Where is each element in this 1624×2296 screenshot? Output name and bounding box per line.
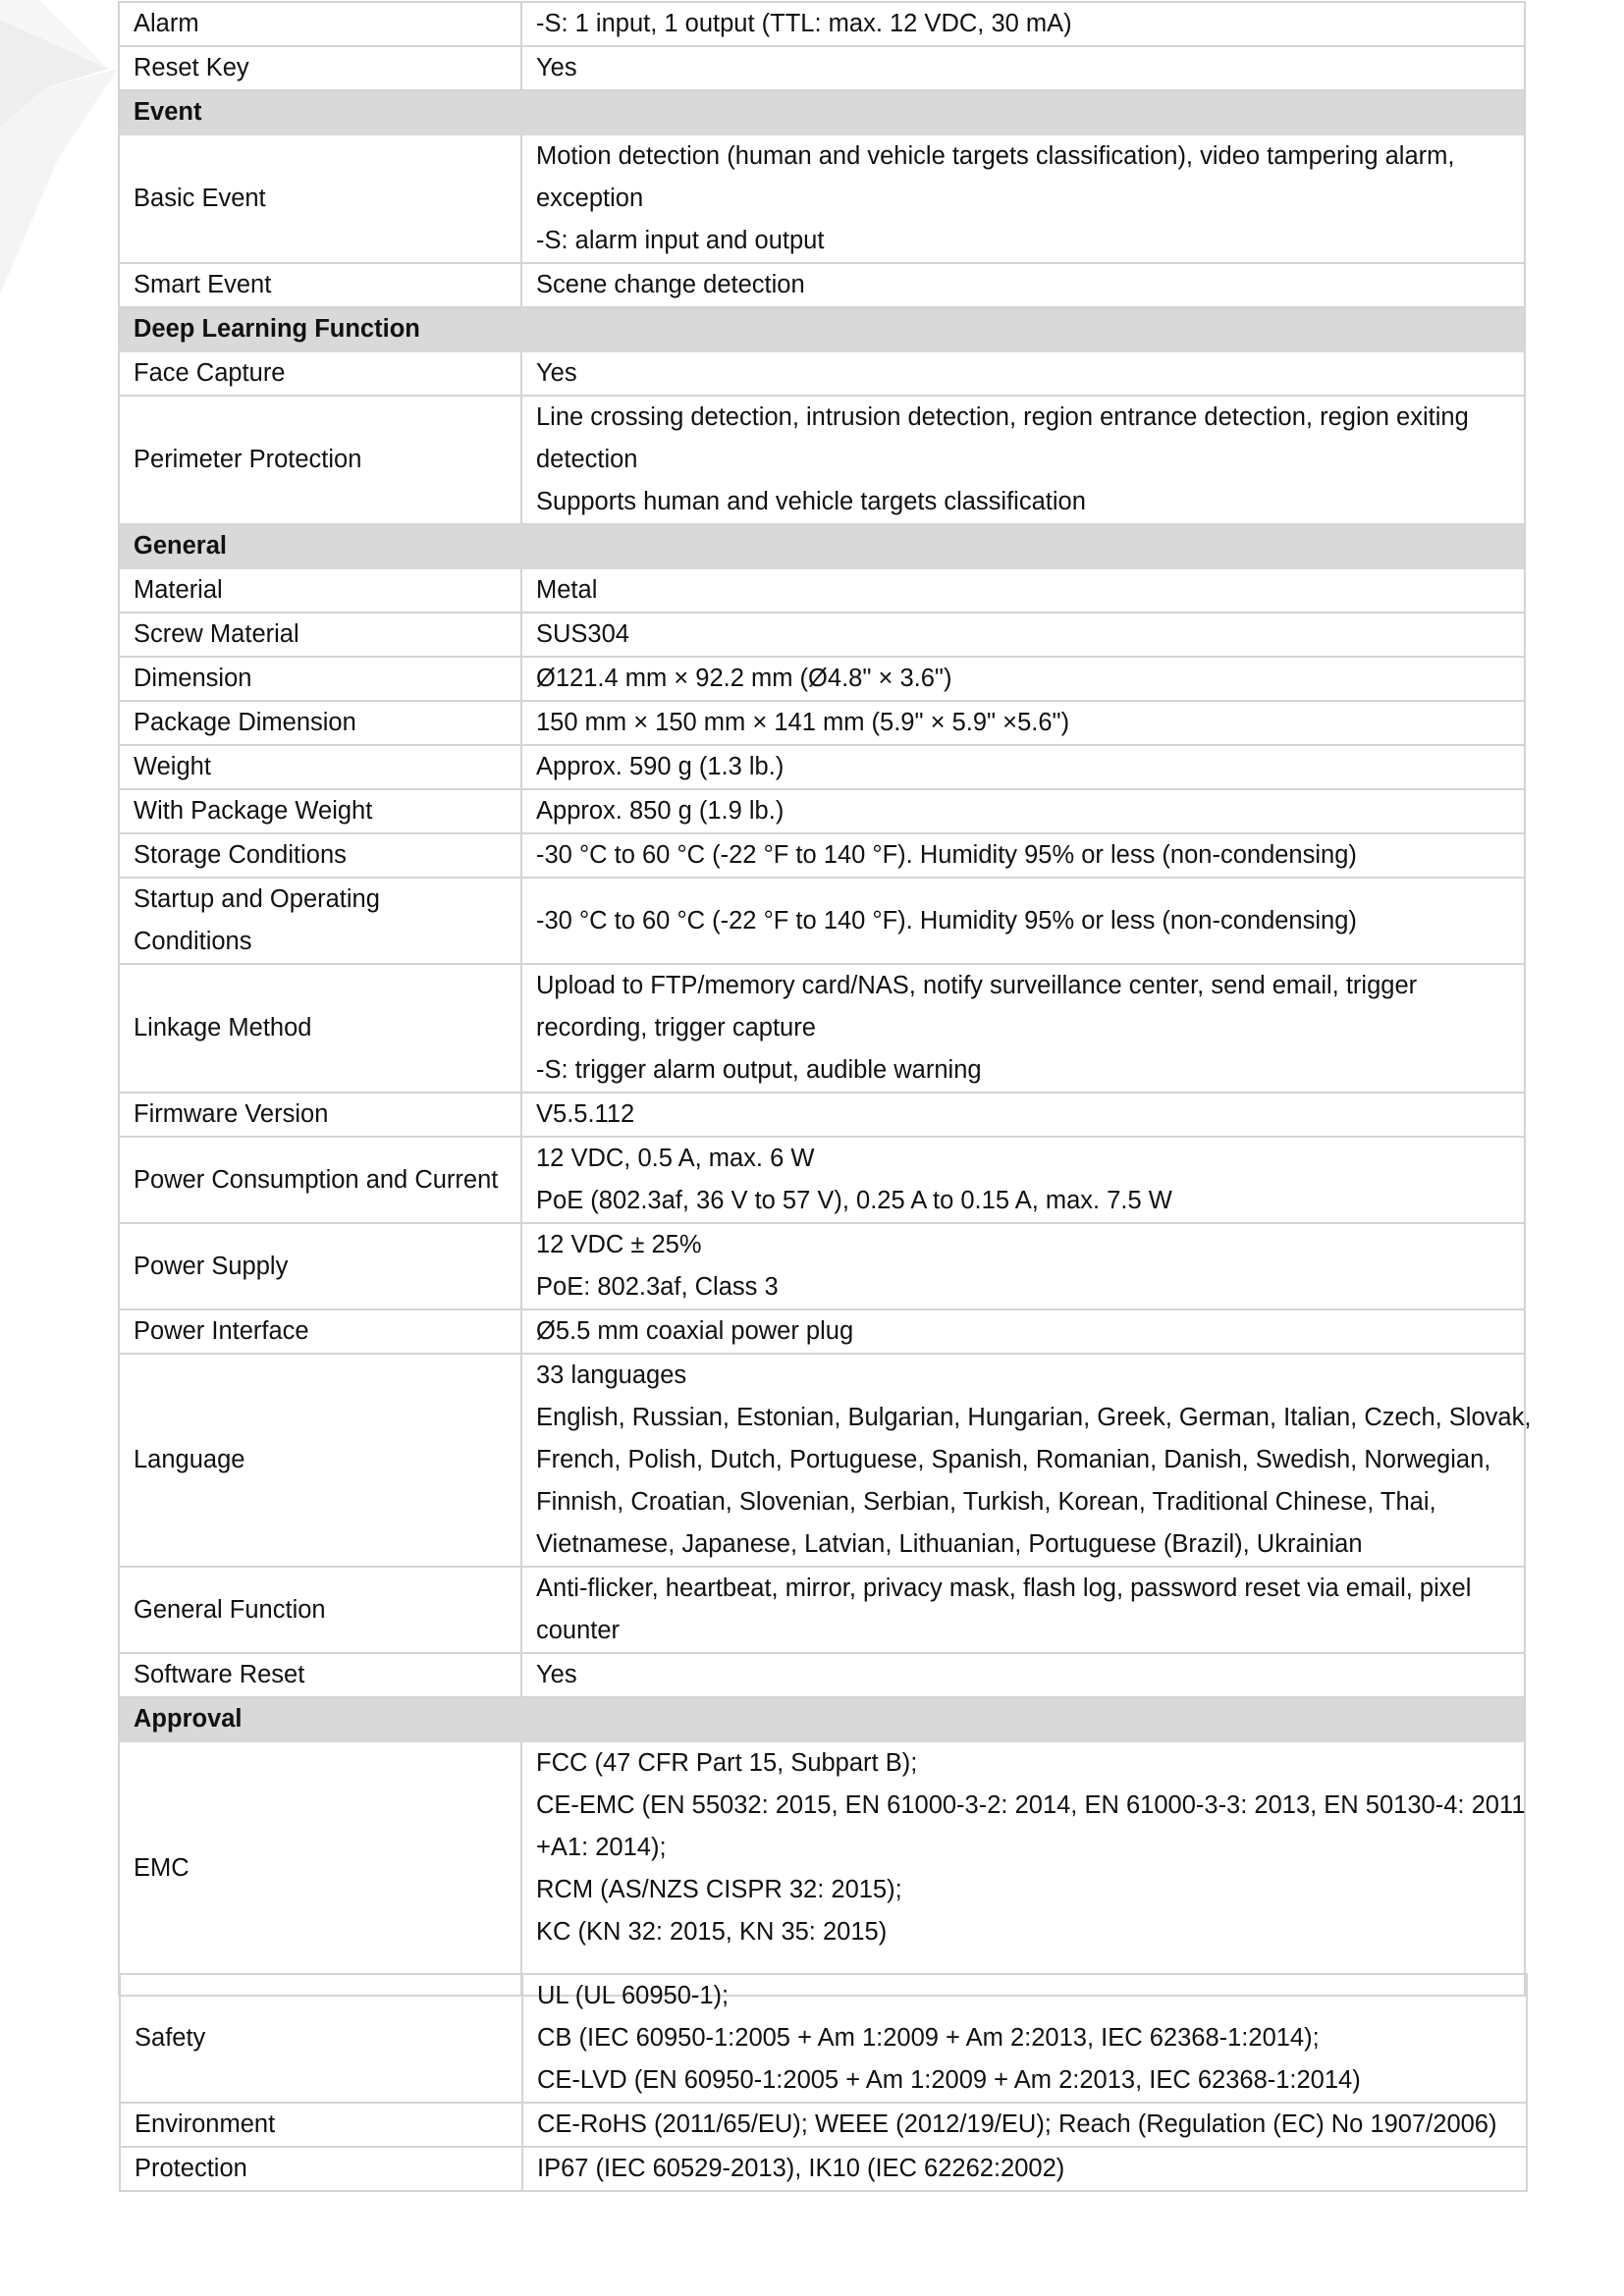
spec-value <box>521 964 1525 1093</box>
spec-value-line: PoE (802.3af, 36 V to 57 V), 0.25 A to 0.15 A, max. 7.5 W <box>536 1187 1172 1214</box>
spec-value-line: -S: 1 input, 1 output (TTL: max. 12 VDC, 30 mA) <box>536 10 1072 37</box>
spec-value <box>521 1567 1525 1653</box>
spec-row-with-package-weight <box>119 789 1525 833</box>
spec-row-power-consumption-and-current <box>119 1137 1525 1223</box>
spec-value-line: detection <box>536 446 638 473</box>
spec-label: Power Interface <box>119 1309 521 1354</box>
spec-value <box>521 657 1525 701</box>
section-header-deep-learning-function <box>119 307 1525 351</box>
spec-row-reset-key <box>119 46 1525 90</box>
spec-label: Language <box>119 1354 521 1567</box>
spec-value-line: CE-RoHS (2011/65/EU); WEEE (2012/19/EU); Reach (Regulation (EC) No 1907/2006) <box>537 2110 1497 2138</box>
section-header-general <box>119 524 1525 568</box>
spec-value-line: 12 VDC, 0.5 A, max. 6 W <box>536 1145 815 1172</box>
spec-row-protection <box>120 2147 1527 2191</box>
spec-row-package-dimension <box>119 701 1525 745</box>
spec-value-line: V5.5.112 <box>536 1100 635 1128</box>
spec-label: Startup and Operating Conditions <box>119 878 521 964</box>
spec-label: Linkage Method <box>119 964 521 1093</box>
spec-row-software-reset <box>119 1653 1525 1697</box>
spec-row-language <box>119 1354 1525 1567</box>
spec-value-line: Approx. 850 g (1.9 lb.) <box>536 797 785 825</box>
spec-value <box>521 2 1525 46</box>
spec-value-line: 150 mm × 150 mm × 141 mm (5.9" × 5.9" ×5.6") <box>536 709 1070 736</box>
spec-row-general-function <box>119 1567 1525 1653</box>
spec-row-material <box>119 568 1525 613</box>
spec-label: Firmware Version <box>119 1093 521 1137</box>
spec-value-line: CE-EMC (EN 55032: 2015, EN 61000-3-2: 2014, EN 61000-3-3: 2013, EN 50130-4: 2011 <box>536 1791 1526 1819</box>
spec-label: Power Consumption and Current <box>119 1137 521 1223</box>
spec-value-line: 12 VDC ± 25% <box>536 1231 702 1258</box>
spec-value-line: -S: trigger alarm output, audible warning <box>536 1056 982 1084</box>
spec-table <box>118 1 1532 1997</box>
spec-row-perimeter-protection <box>119 396 1525 524</box>
spec-value-line: -30 °C to 60 °C (-22 °F to 140 °F). Humidity 95% or less (non-condensing) <box>536 906 1357 934</box>
spec-label: Package Dimension <box>119 701 521 745</box>
spec-value <box>521 833 1525 878</box>
spec-label: Material <box>119 568 521 613</box>
spec-value <box>521 568 1525 613</box>
section-title: Approval <box>119 1697 521 1741</box>
spec-value-line: FCC (47 CFR Part 15, Subpart B); <box>536 1749 918 1777</box>
spec-value <box>521 613 1525 657</box>
spec-row-emc <box>119 1741 1525 1996</box>
section-title: Deep Learning Function <box>119 307 521 351</box>
spec-value <box>521 745 1525 789</box>
spec-label: Perimeter Protection <box>119 396 521 524</box>
spec-value-line: counter <box>536 1617 621 1644</box>
spec-value-line: Yes <box>536 359 577 387</box>
spec-value-line: Line crossing detection, intrusion detection, region entrance detection, region exiting <box>536 403 1469 431</box>
section-header-event <box>119 90 1525 134</box>
spec-value <box>521 789 1525 833</box>
spec-label: Protection <box>120 2147 522 2191</box>
spec-value-line: English, Russian, Estonian, Bulgarian, Hungarian, Greek, German, Italian, Czech, Slovak, <box>536 1404 1532 1431</box>
spec-row-linkage-method <box>119 964 1525 1093</box>
spec-value-line: CE-LVD (EN 60950-1:2005 + Am 1:2009 + Am 2:2013, IEC 62368-1:2014) <box>537 2066 1361 2094</box>
spec-label: Basic Event <box>119 134 521 263</box>
spec-row-basic-event <box>119 134 1525 263</box>
spec-value-line: 33 languages <box>536 1362 687 1389</box>
spec-value-line: Finnish, Croatian, Slovenian, Serbian, Turkish, Korean, Traditional Chinese, Thai, <box>536 1488 1436 1516</box>
spec-value-line: UL (UL 60950-1); <box>537 1982 730 2009</box>
spec-value <box>521 1223 1525 1309</box>
spec-value-line: Ø5.5 mm coaxial power plug <box>536 1317 854 1345</box>
spec-value-line: Yes <box>536 54 577 81</box>
spec-value-line: Scene change detection <box>536 271 805 298</box>
spec-row-smart-event <box>119 263 1525 307</box>
spec-table-continued <box>119 1973 1528 2192</box>
spec-value-line: Anti-flicker, heartbeat, mirror, privacy mask, flash log, password reset via email, pixel <box>536 1575 1472 1602</box>
spec-value <box>521 134 1525 263</box>
spec-value <box>521 1093 1525 1137</box>
spec-label: With Package Weight <box>119 789 521 833</box>
spec-row-power-interface <box>119 1309 1525 1354</box>
spec-row-power-supply <box>119 1223 1525 1309</box>
spec-label: Weight <box>119 745 521 789</box>
spec-label: EMC <box>119 1741 521 1996</box>
spec-value <box>521 351 1525 396</box>
spec-label: Software Reset <box>119 1653 521 1697</box>
spec-value <box>522 2103 1527 2147</box>
spec-value <box>521 263 1525 307</box>
section-title: Event <box>119 90 521 134</box>
spec-value-line: -S: alarm input and output <box>536 227 825 254</box>
spec-value-line: French, Polish, Dutch, Portuguese, Spanish, Romanian, Danish, Swedish, Norwegian, <box>536 1446 1491 1473</box>
spec-value <box>521 701 1525 745</box>
spec-label: Safety <box>120 1974 522 2103</box>
spec-value-line: Yes <box>536 1661 577 1688</box>
spec-label: Dimension <box>119 657 521 701</box>
spec-value-line: Metal <box>536 576 598 604</box>
spec-row-firmware-version <box>119 1093 1525 1137</box>
spec-row-startup-and-operating-conditions <box>119 878 1525 964</box>
spec-label: Environment <box>120 2103 522 2147</box>
spec-row-safety <box>120 1974 1527 2103</box>
spec-value <box>522 2147 1527 2191</box>
spec-value-line: KC (KN 32: 2015, KN 35: 2015) <box>536 1918 888 1946</box>
spec-value-line: Approx. 590 g (1.3 lb.) <box>536 753 785 780</box>
spec-value-line: +A1: 2014); <box>536 1834 667 1861</box>
spec-label: Reset Key <box>119 46 521 90</box>
spec-value <box>521 1354 1532 1567</box>
spec-row-dimension <box>119 657 1525 701</box>
spec-row-environment <box>120 2103 1527 2147</box>
spec-row-weight <box>119 745 1525 789</box>
spec-value <box>521 46 1525 90</box>
spec-value <box>521 1653 1525 1697</box>
spec-label: General Function <box>119 1567 521 1653</box>
spec-value-line: Upload to FTP/memory card/NAS, notify surveillance center, send email, trigger <box>536 972 1418 999</box>
section-title: General <box>119 524 521 568</box>
spec-value-line: IP67 (IEC 60529-2013), IK10 (IEC 62262:2002) <box>537 2155 1065 2182</box>
spec-value <box>521 1741 1525 1996</box>
spec-label: Alarm <box>119 2 521 46</box>
spec-value <box>521 396 1525 524</box>
spec-value <box>521 1309 1525 1354</box>
spec-value-line: PoE: 802.3af, Class 3 <box>536 1273 779 1301</box>
spec-row-alarm <box>119 2 1525 46</box>
spec-value-line: -30 °C to 60 °C (-22 °F to 140 °F). Humidity 95% or less (non-condensing) <box>536 841 1357 869</box>
spec-value-line: RCM (AS/NZS CISPR 32: 2015); <box>536 1876 902 1903</box>
spec-label: Power Supply <box>119 1223 521 1309</box>
spec-value-line: CB (IEC 60950-1:2005 + Am 1:2009 + Am 2:2013, IEC 62368-1:2014); <box>537 2024 1320 2052</box>
spec-label: Screw Material <box>119 613 521 657</box>
spec-value-line: exception <box>536 185 644 212</box>
spec-row-screw-material <box>119 613 1525 657</box>
spec-label: Storage Conditions <box>119 833 521 878</box>
spec-label: Smart Event <box>119 263 521 307</box>
spec-value-line: SUS304 <box>536 620 629 648</box>
spec-value <box>522 1974 1527 2103</box>
spec-value-line: Motion detection (human and vehicle targets classification), video tampering alarm, <box>536 142 1455 170</box>
spec-value-line: Vietnamese, Japanese, Latvian, Lithuanian, Portuguese (Brazil), Ukrainian <box>536 1530 1363 1558</box>
spec-row-storage-conditions <box>119 833 1525 878</box>
section-header-approval <box>119 1697 1525 1741</box>
spec-row-face-capture <box>119 351 1525 396</box>
spec-value <box>521 1137 1525 1223</box>
spec-label: Face Capture <box>119 351 521 396</box>
spec-value <box>521 878 1525 964</box>
spec-value-line: recording, trigger capture <box>536 1014 816 1041</box>
spec-value-line: Supports human and vehicle targets classification <box>536 488 1086 515</box>
spec-value-line: Ø121.4 mm × 92.2 mm (Ø4.8" × 3.6") <box>536 665 952 692</box>
